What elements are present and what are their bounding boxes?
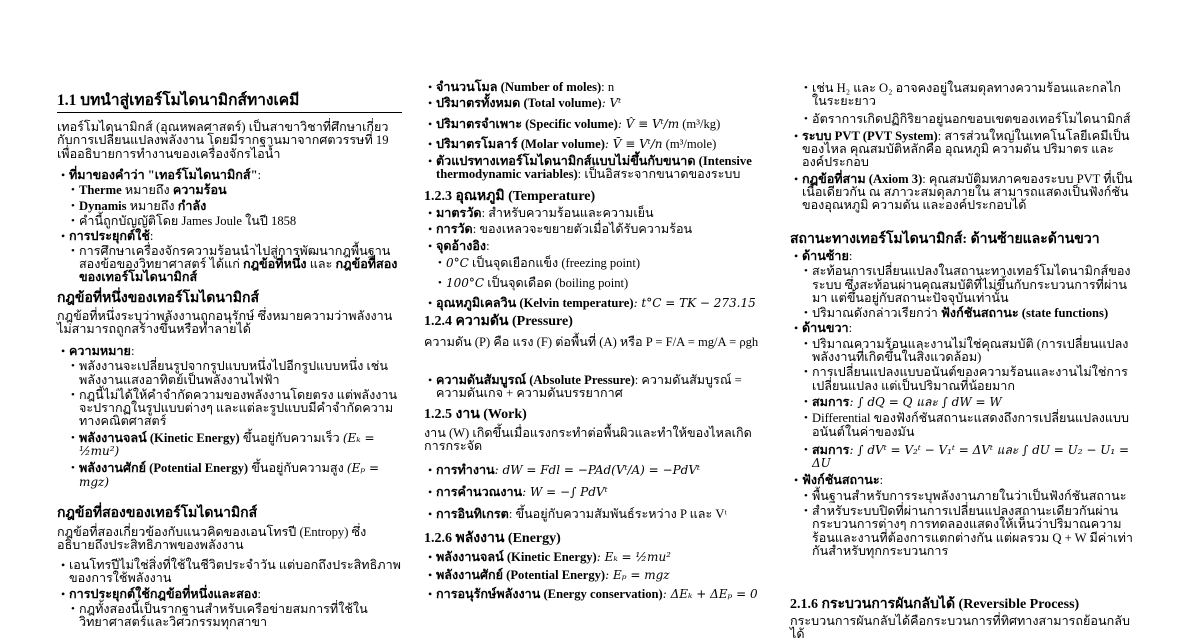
list-item: • เอนโทรปีไม่ใช่สิ่งที่ใช้ในชีวิตประจำวัน แต่บอกถึงประสิทธิภาพของการใช้พลังงาน: [57, 559, 402, 586]
pvt-list: [790, 82, 1135, 213]
list-item: • กฎทั้งสองนี้เป็นรากฐานสำหรับเครือข่ายสมการที่ใช้ในวิทยาศาสตร์และวิศวกรรมทุกสาขา: [57, 603, 402, 630]
list-item: • ระบบ PVT (PVT System): สารส่วนใหญ่ในเทคโนโลยีเคมีเป็นของไหล คุณสมบัติหลักคือ อุณหภูมิ ความดัน ปริมาตร และองค์ประกอบ: [790, 130, 1135, 170]
list-item: • ความดันสัมบูรณ์ (Absolute Pressure): ความดันสัมบูรณ์ = ความดันเกจ + ความดันบรรยากาศ: [424, 374, 769, 401]
list-item: • จุดอ้างอิง:: [424, 240, 769, 253]
meaning-list: [57, 345, 402, 489]
law2-intro: กฎข้อที่สองเกี่ยวข้องกับแนวคิดของเอนโทรปี (Entropy) ซึ่งอธิบายถึงประสิทธิภาพของพลังงาน: [57, 525, 367, 553]
list-item: • สมการ: ∫ dQ = Q และ ∫ dW = W: [790, 396, 1135, 409]
list-item: • สมการ: ∫ dVᵗ = V₂ᵗ − V₁ᵗ = ΔVᵗ และ ∫ dU = U₂ − U₁ = ΔU: [790, 444, 1135, 471]
list-item: • ความหมาย:: [57, 345, 402, 358]
list-item: • พลังงานจะเปลี่ยนรูปจากรูปแบบหนึ่งไปอีกรูปแบบหนึ่ง เช่น พลังงานแสงอาทิตย์เป็นพลังงานไฟฟ้า: [57, 360, 402, 387]
energy-title: 1.2.6 พลังงาน (Energy): [424, 531, 561, 546]
list-item: • อุณหภูมิเคลวิน (Kelvin temperature): t°C = TK − 273.15: [424, 297, 769, 310]
list-item: • ตัวแปรทางเทอร์โมไดนามิกส์แบบไม่ขึ้นกับขนาด (Intensive thermodynamic variables): เป็นอิสระจากขนาดของระบบ: [424, 155, 769, 182]
list-item: • ปริมาตรจำเพาะ (Specific volume): V̂ ≡ Vᵗ/m (m³/kg): [424, 118, 769, 131]
list-item: • Differential ของฟังก์ชันสถานะแสดงถึงการเปลี่ยนแปลงแบบอนันต์ในค่าของมัน: [790, 412, 1135, 439]
variables-list: [424, 81, 769, 182]
list-item: • Dynamis หมายถึง กำลัง: [57, 200, 402, 213]
work-list: [424, 464, 769, 521]
list-item: • อัตราการเกิดปฏิกิริยาอยู่นอกขอบเขตของเทอร์โมไดนามิกส์: [790, 113, 1135, 126]
work-title: 1.2.5 งาน (Work): [424, 407, 527, 422]
list-item: • 100°C เป็นจุดเดือด (boiling point): [424, 277, 769, 290]
list-item: • การเปลี่ยนแปลงแบบอนันต์ของความร้อนและงานไม่ใช่การเปลี่ยนแปลง แต่เป็นปริมาณที่น้อยมาก: [790, 366, 1135, 393]
list-item: • การประยุกต์ใช้:: [57, 230, 402, 243]
work-intro: งาน (W) เกิดขึ้นเมื่อแรงกระทำต่อพื้นผิวและทำให้ของไหลเกิดการกระจัด: [424, 426, 752, 454]
list-item: • ปริมาตรทั้งหมด (Total volume): Vᵗ: [424, 97, 769, 110]
list-item: • กฎข้อที่สาม (Axiom 3): คุณสมบัติมหภาคของระบบ PVT ที่เป็นเนื้อเดียวกัน ณ สภาวะสมดุลภายใน สามารถแสดงเป็นฟังก์ชันของอุณหภูมิ ความดัน และองค์ประกอบได้: [790, 173, 1135, 213]
section-title: 1.1 บทนำสู่เทอร์โมไดนามิกส์ทางเคมี: [57, 92, 402, 113]
list-item: • การคำนวณงาน: W = −∫ PdVᵗ: [424, 486, 769, 499]
reversible-title: 2.1.6 กระบวนการผันกลับได้ (Reversible Process): [790, 597, 1080, 612]
list-item: • ปริมาตรโมลาร์ (Molar volume): V̄ ≡ Vᵗ/n (m³/mole): [424, 138, 769, 151]
list-item: • การศึกษาเครื่องจักรความร้อนนำไปสู่การพัฒนากฎพื้นฐานสองข้อของวิทยาศาสตร์ ได้แก่ กฎข้อที่หนึ่ง และ กฎข้อที่สองของเทอร์โมไดนามิกส์: [57, 245, 402, 284]
energy-list: [424, 551, 769, 601]
state-list: [790, 250, 1135, 558]
intro-paragraph: เทอร์โมไดนามิกส์ (อุณหพลศาสตร์) เป็นสาขาวิชาที่ศึกษาเกี่ยวกับการเปลี่ยนแปลงพลังงาน โดยมีรากฐานมาจากศตวรรษที่ 19 เพื่ออธิบายการทำงานของเครื่องจักรไอน้ำ: [57, 120, 389, 161]
list-item: • สำหรับระบบปิดที่ผ่านการเปลี่ยนแปลงสถานะเดียวกันผ่านกระบวนการต่างๆ การทดลองแสดงให้เห็นว่าปริมาณความร้อนและงานที่ต้องการแตกต่างกัน แต่ผลรวม Q + W มีค่าเท่ากันสำหรับทุกกระบวนการ: [790, 505, 1135, 558]
list-item: • พื้นฐานสำหรับการระบุพลังงานภายในว่าเป็นฟังก์ชันสถานะ: [790, 490, 1135, 503]
list-item: • การทำงาน: dW = Fdl = −PAd(Vᵗ/A) = −PdVᵗ: [424, 464, 769, 477]
origin-list: [57, 169, 402, 284]
list-item: • พลังงานจลน์ (Kinetic Energy) ขึ้นอยู่กับความเร็ว (Eₖ = ½mu²): [57, 432, 402, 459]
law1-intro: กฎข้อที่หนึ่งระบุว่าพลังงานถูกอนุรักษ์ ซึ่งหมายความว่าพลังงานไม่สามารถถูกสร้างขึ้นหรือทำลายได้: [57, 309, 393, 337]
list-item: • การวัด: ของเหลวจะขยายตัวเมื่อได้รับความร้อน: [424, 223, 769, 236]
list-item: • พลังงานจลน์ (Kinetic Energy): Eₖ = ½mu²: [424, 551, 769, 564]
list-item: • ที่มาของคำว่า "เทอร์โมไดนามิกส์":: [57, 169, 402, 182]
list-item: • ปริมาณความร้อนและงานไม่ใช่คุณสมบัติ (การเปลี่ยนแปลงพลังงานที่เกิดขึ้นในสิ่งแวดล้อม): [790, 338, 1135, 365]
list-item: • เช่น H₂ และ O₂ อาจคงอยู่ในสมดุลทางความร้อนและกลไกในระยะยาว: [790, 82, 1135, 109]
list-item: • ปริมาณดังกล่าวเรียกว่า ฟังก์ชันสถานะ (state functions): [790, 307, 1135, 320]
pressure-list: [424, 374, 769, 401]
list-item: • การอนุรักษ์พลังงาน (Energy conservation): ΔEₖ + ΔEₚ = 0: [424, 588, 769, 601]
list-item: • ด้านขวา:: [790, 322, 1135, 335]
law2-list: [57, 559, 402, 629]
pressure-title: 1.2.4 ความดัน (Pressure): [424, 314, 573, 329]
list-item: • จำนวนโมล (Number of moles): n: [424, 81, 769, 94]
list-item: • สะท้อนการเปลี่ยนแปลงในสถานะทางเทอร์โมไดนามิกส์ของระบบ ซึ่งสะท้อนผ่านคุณสมบัติที่ไม่ขึ้นกับกระบวนการที่ผ่านมา แต่ขึ้นอยู่กับสถานะปัจจุบันเท่านั้น: [790, 265, 1135, 305]
list-item: • การอินทิเกรต: ขึ้นอยู่กับความสัมพันธ์ระหว่าง P และ Vᵗ: [424, 508, 769, 521]
law2-title: กฎข้อที่สองของเทอร์โมไดนามิกส์: [57, 506, 258, 521]
list-item: • 0°C เป็นจุดเยือกแข็ง (freezing point): [424, 257, 769, 270]
temperature-list: [424, 207, 769, 311]
state-title: สถานะทางเทอร์โมไดนามิกส์: ด้านซ้ายและด้านขวา: [790, 232, 1100, 247]
law1-title: กฎข้อที่หนึ่งของเทอร์โมไดนามิกส์: [57, 291, 260, 306]
list-item: • ด้านซ้าย:: [790, 250, 1135, 263]
list-item: • ฟังก์ชันสถานะ:: [790, 474, 1135, 487]
reversible-intro: กระบวนการผันกลับได้คือกระบวนการที่ทิศทางสามารถย้อนกลับได้: [790, 614, 1130, 642]
temperature-title: 1.2.3 อุณหภูมิ (Temperature): [424, 189, 596, 204]
list-item: • การประยุกต์ใช้กฎข้อที่หนึ่งและสอง:: [57, 588, 402, 601]
list-item: • กฎนี้ไม่ได้ให้คำจำกัดความของพลังงานโดยตรง แต่พลังงานจะปรากฏในรูปแบบต่างๆ และแต่ละรูปแบบมีคำจำกัดความทางคณิตศาสตร์: [57, 389, 402, 429]
list-item: • พลังงานศักย์ (Potential Energy) ขึ้นอยู่กับความสูง (Eₚ = mgz): [57, 462, 402, 489]
pressure-intro: ความดัน (P) คือ แรง (F) ต่อพื้นที่ (A) หรือ P = F/A = mg/A = ρgh: [424, 335, 759, 349]
list-item: • พลังงานศักย์ (Potential Energy): Eₚ = mgz: [424, 569, 769, 582]
list-item: • คำนี้ถูกบัญญัติโดย James Joule ในปี 1858: [57, 215, 402, 228]
list-item: • Therme หมายถึง ความร้อน: [57, 184, 402, 197]
list-item: • มาตรวัด: สำหรับความร้อนและความเย็น: [424, 207, 769, 220]
